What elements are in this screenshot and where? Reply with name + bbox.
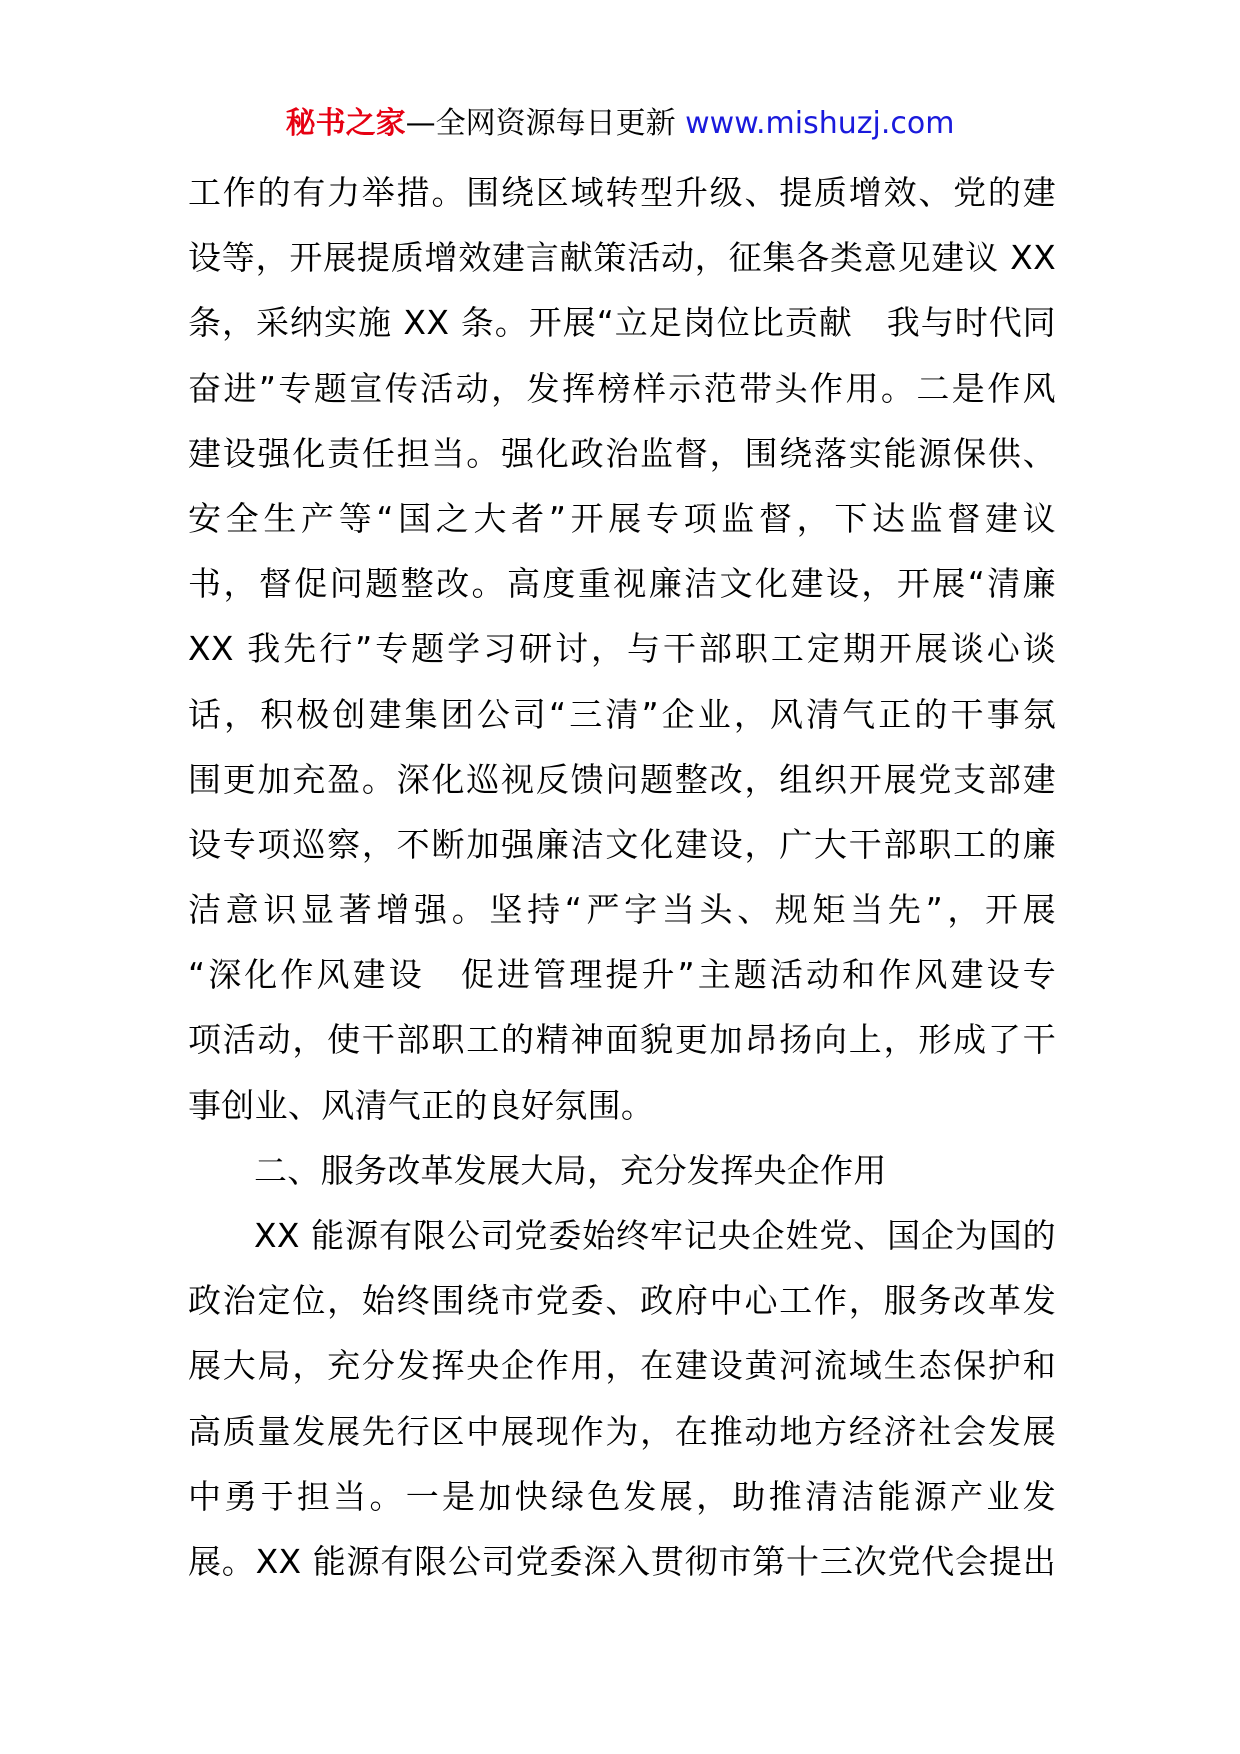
page-header (0, 102, 1240, 146)
text-line: 洁意识显著增强。坚持“严字当头、规矩当先”，开展 (188, 890, 1056, 930)
section-heading: 二、服务改革发展大局，充分发挥央企作用 (254, 1150, 887, 1190)
text-line: 政治定位，始终围绕市党委、政府中心工作，服务改革发 (188, 1281, 1056, 1321)
text-line: 奋进”专题宣传活动，发挥榜样示范带头作用。二是作风 (188, 368, 1056, 408)
text-line: 事创业、风清气正的良好氛围。 (188, 1085, 655, 1125)
text-line: 项活动，使干部职工的精神面貌更加昂扬向上，形成了干 (188, 1020, 1056, 1060)
text-line: 书，督促问题整改。高度重视廉洁文化建设，开展“清廉 (188, 564, 1056, 604)
text-line: “深化作风建设 促进管理提升”主题活动和作风建设专 (188, 955, 1056, 995)
site-url-link[interactable]: www.mishuzj.com (685, 106, 955, 141)
header-tagline: —全网资源每日更新 (405, 106, 686, 141)
text-line: 中勇于担当。一是加快绿色发展，助推清洁能源产业发 (188, 1476, 1056, 1516)
text-line: 工作的有力举措。围绕区域转型升级、提质增效、党的建 (188, 173, 1056, 212)
text-line: 条，采纳实施 XX 条。开展“立足岗位比贡献 我与时代同 (188, 303, 1056, 343)
text-line: 设专项巡察，不断加强廉洁文化建设，广大干部职工的廉 (188, 824, 1056, 864)
document-body (188, 160, 1056, 1594)
text-line: XX 我先行”专题学习研讨，与干部职工定期开展谈心谈 (188, 629, 1056, 669)
text-line: 围更加充盈。深化巡视反馈问题整改，组织开展党支部建 (188, 759, 1056, 799)
brand-name: 秘书之家 (285, 106, 406, 141)
text-line: 展大局，充分发挥央企作用，在建设黄河流域生态保护和 (188, 1346, 1056, 1386)
text-line: 设等，开展提质增效建言献策活动，征集各类意见建议 XX (188, 238, 1056, 278)
text-line: 安全生产等“国之大者”开展专项监督，下达监督建议 (188, 498, 1056, 538)
text-line: 建设强化责任担当。强化政治监督，围绕落实能源保供、 (188, 433, 1056, 473)
text-line: 高质量发展先行区中展现作为，在推动地方经济社会发展 (188, 1411, 1056, 1451)
paragraph-first-line: XX 能源有限公司党委始终牢记央企姓党、国企为国的 (254, 1216, 1056, 1255)
text-line: 话，积极创建集团公司“三清”企业，风清气正的干事氛 (188, 694, 1056, 734)
text-line: 展。XX 能源有限公司党委深入贯彻市第十三次党代会提出 (188, 1541, 1056, 1581)
